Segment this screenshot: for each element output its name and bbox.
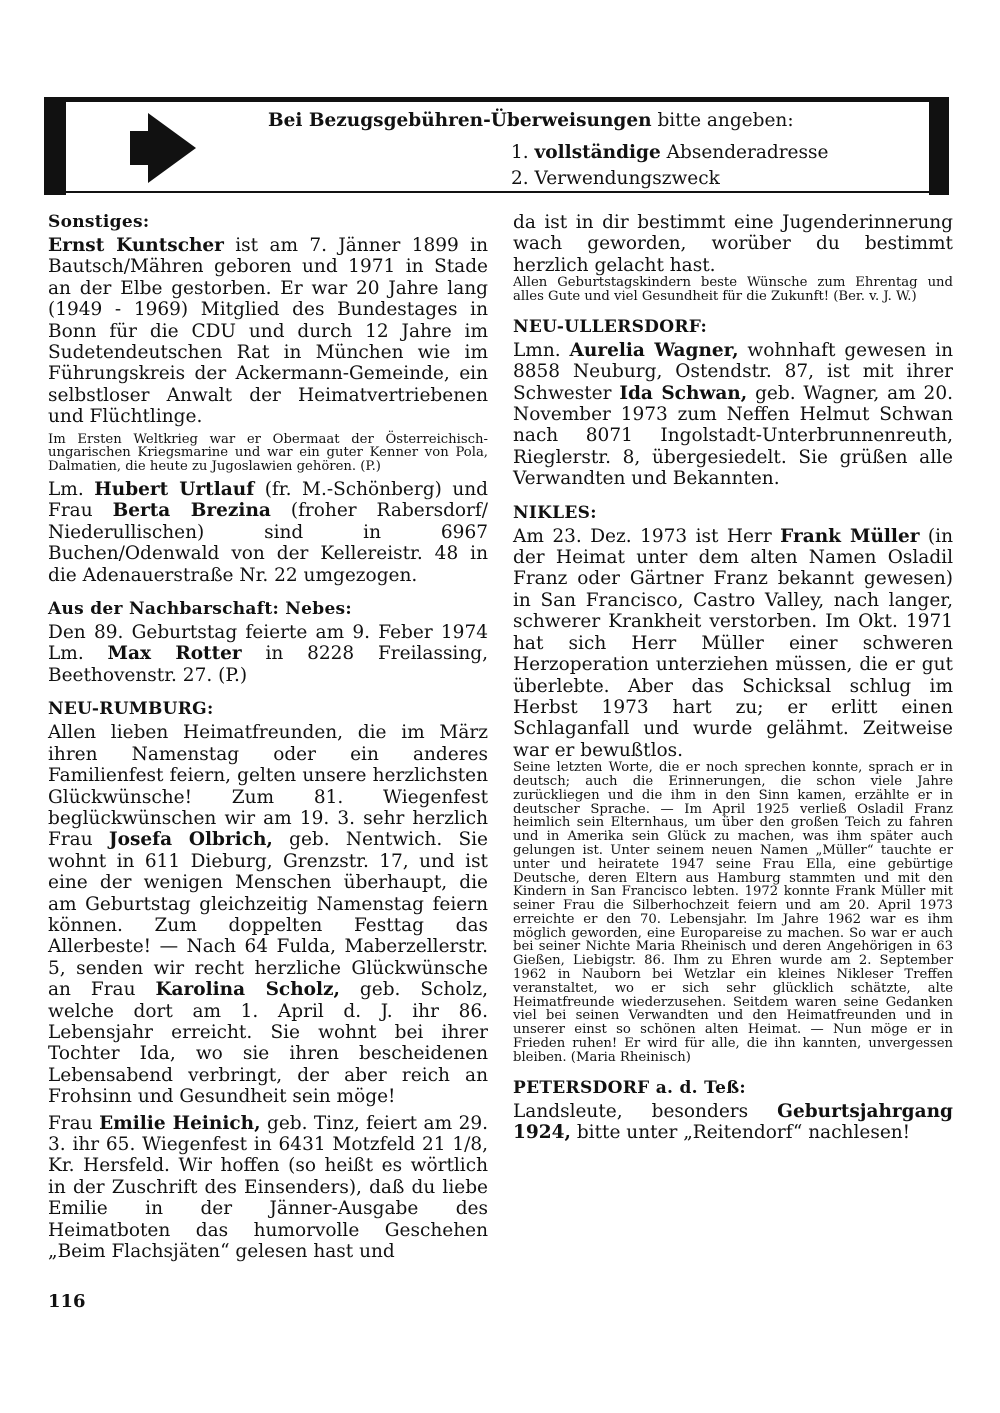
article-rotter: Den 89. Geburtstag feierte am 9. Feber 1974 Lm. Max Rotter in 8228 Freilassing, Beethovenstr. 27. (P.) xyxy=(48,622,488,686)
notice-left-bar xyxy=(44,97,66,195)
right-column xyxy=(513,212,953,1148)
article-kuntscher: Ernst Kuntscher ist am 7. Jänner 1899 in Bautsch/Mähren geboren und 1971 in Stade an der Elbe gestorben. Er war 20 Jahre lang (1949 - 1969) Mitglied des Bundestages in Bonn für die CDU und durch 12 Jahre im Sudetendeutschen Rat in München wie im Führungskreis der Ackermann-Gemeinde, ein selbstloser Anwalt der Heimatvertriebenen und Flüchtlinge. xyxy=(48,235,488,428)
section-heading-nikles: NIKLES: xyxy=(513,502,597,523)
arrow-right-icon xyxy=(96,107,206,189)
section-heading-neu-rumburg: NEU-RUMBURG: xyxy=(48,699,214,720)
article-petersdorf: Landsleute, besonders Geburtsjahrgang 1924, bitte unter „Reitendorf“ nachlesen! xyxy=(513,1100,953,1144)
notice-item-1: 1. vollständige Absenderadresse xyxy=(511,142,829,163)
article-neu-rumburg: Allen lieben Heimatfreunden, die im März ihren Namenstag oder ein anderes Familienfest feiern, gelten unsere herzlichsten Glückwünsche! Zum 81. Wiegenfest beglückwünschen wir am 19. 3. sehr herzlich Frau Josefa Olbrich, geb. Nentwich. Sie wohnt in 611 Dieburg, Grenzstr. 17, und ist eine der wenigen Menschen überhaupt, die am Geburtstag gleichzeitig Namenstag feiern können. Zum doppelten Festtag das Allerbeste! — Nach 64 Fulda, Maberzellerstr. 5, senden wir recht herzliche Glückwünsche an Frau Karolina Scholz, geb. Scholz, welche dort am 1. April d. J. ihr 86. Lebensjahr erreicht. Sie wohnt bei ihrer Tochter Ida, wo sie ihren bescheidenen Lebensabend verbringt, der aber reich an Frohsinn und Gesundheit sein möge! xyxy=(48,722,488,1108)
article-heinich-note: Allen Geburtstagskindern beste Wünsche zum Ehrentag und alles Gute und viel Gesundheit für die Zukunft! (Ber. v. J. W.) xyxy=(513,275,953,305)
page-number: 116 xyxy=(48,1291,86,1312)
section-heading-neu-ullersdorf: NEU-ULLERSDORF: xyxy=(513,316,708,337)
notice-title: Bei Bezugsgebühren-Überweisungen bitte angeben: xyxy=(268,110,794,131)
payment-notice-box xyxy=(44,97,949,193)
article-heinich-continued: da ist in dir bestimmt eine Jugenderinnerung wach geworden, worüber du bestimmt herzlich gelacht hast. xyxy=(513,212,953,276)
section-heading-nachbarschaft: Aus der Nachbarschaft: Nebes: xyxy=(48,599,352,620)
article-mueller-note: Seine letzten Worte, die er noch sprechen konnte, sprach er in deutsch; auch die Erinnerungen, die schon viele Jahre zurückliegen und die ihm in den Sinn kamen, erzählte er in deutscher Sprache. — Im April 1925 verließ Osladil Franz heimlich sein Elternhaus, um über den großen Teich zu fahren und in Amerika sein Glück zu machen, was ihm später auch gelungen ist. Unter seinem neuen Namen „Müller“ tauchte er unter und heiratete 1947 seine Frau Ella, eine gebürtige Deutsche, deren Eltern aus Hamburg stammten und mit den Kindern in San Francisco lebten. 1972 konnte Frank Müller mit seiner Frau die Silberhochzeit feiern und am 20. April 1973 erreichte er den 70. Lebensjahr. Im Jahre 1962 war es ihm möglich geworden, eine Europareise zu machen. So war er auch bei seiner Nichte Maria Rheinisch und deren Angehörigen in 63 Gießen, Liebigstr. 86. Ihm zu Ehren wurde am 2. September 1962 in Nauborn bei Wetzlar ein kleines Nikleser Treffen veranstaltet, wo er sich sehr glücklich schätzte, alte Heimatfreunde wiederzusehen. Seitdem waren seine Gedanken viel bei seinen Verwandten und den Heimatfreunden und in unserer einst so schönen alten Heimat. — Nun möge er in Frieden ruhen! Er wird für alle, die ihn kannten, unvergessen bleiben. (Maria Rheinisch) xyxy=(513,760,953,1065)
article-wagner: Lmn. Aurelia Wagner, wohnhaft gewesen in 8858 Neuburg, Ostendstr. 87, ist mit ihrer Schwester Ida Schwan, geb. Wagner, am 20. November 1973 zum Neffen Helmut Schwan nach 8071 Ingolstadt-Unterbrunnenreuth, Rieglerstr. 8, übergesiedelt. Sie grüßen alle Verwandten und Bekannten. xyxy=(513,339,953,490)
notice-right-bar xyxy=(929,97,949,195)
section-heading-sonstiges: Sonstiges: xyxy=(48,212,150,232)
article-kuntscher-note: Im Ersten Weltkrieg war er Obermaat der Österreichisch-ungarischen Kriegsmarine und war ein guter Kenner von Pola, Dalmatien, die heute zu Jugoslawien gehören. (P.) xyxy=(48,431,488,475)
article-mueller: Am 23. Dez. 1973 ist Herr Frank Müller (in der Heimat unter dem alten Namen Osladil Franz oder Gärtner Franz bekannt gewesen) in San Francisco, Castro Valley, nach langer, schwerer Krankheit verstorben. Im Okt. 1971 hat sich Herr Müller einer schweren Herzoperation unterziehen müssen, die er gut überlebte. Aber das Schicksal schlug im Herbst 1973 hart zu; er erlitt einen Schlaganfall und wurde gelähmt. Zeitweise war er bewußtlos. xyxy=(513,525,953,761)
left-column xyxy=(48,212,488,1262)
article-heinich: Frau Emilie Heinich, geb. Tinz, feiert am 29. 3. ihr 65. Wiegenfest in 6431 Motzfeld 21 1/8, Kr. Hersfeld. Wir hoffen (so heißt es wörtlich in der Zuschrift des Einsenders), daß du liebe Emilie in der Jänner-Ausgabe des Heimatboten das humorvolle Geschehen „Beim Flachsjäten“ gelesen hast und xyxy=(48,1112,488,1263)
article-urtlauf: Lm. Hubert Urtlauf (fr. M.-Schönberg) und Frau Berta Brezina (froher Rabersdorf/ Niederullischen) sind in 6967 Buchen/Odenwald von der Kellereistr. 48 in die Adenauerstraße Nr. 22 umgezogen. xyxy=(48,479,489,586)
notice-item-2: 2. Verwendungszweck xyxy=(511,168,720,189)
section-heading-petersdorf: PETERSDORF a. d. Teß: xyxy=(513,1077,747,1098)
